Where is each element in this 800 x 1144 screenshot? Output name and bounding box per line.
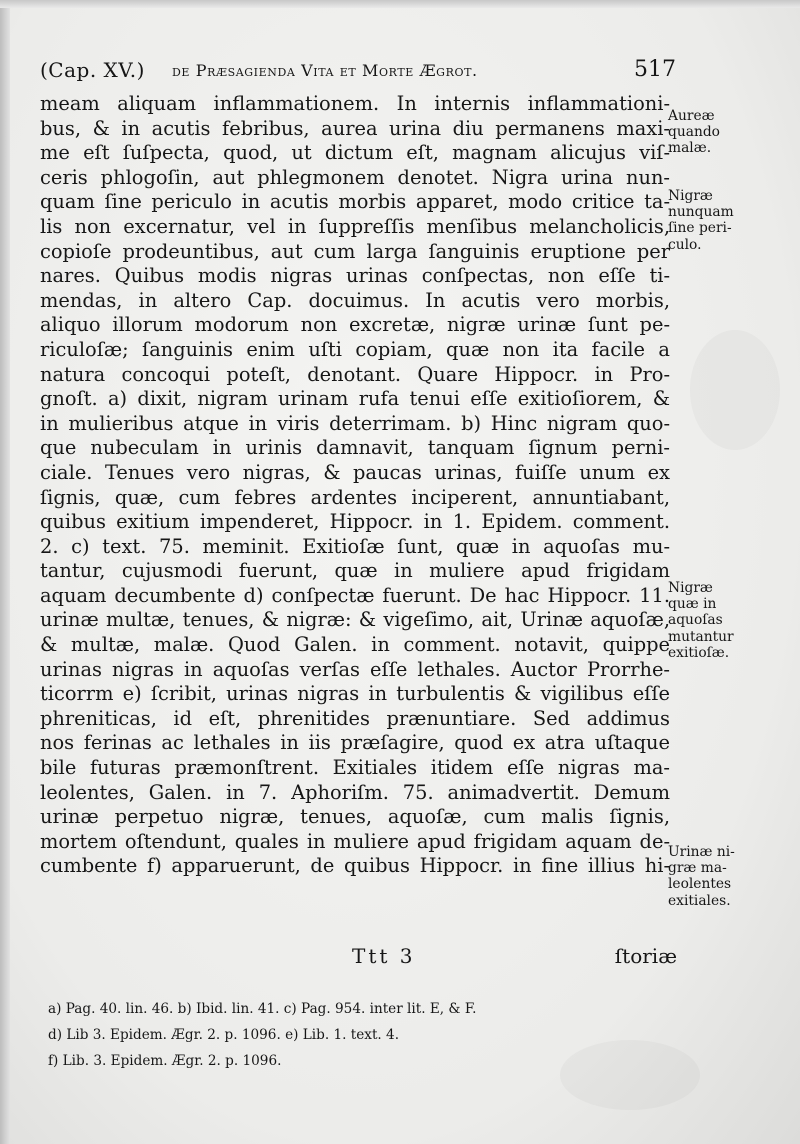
text-line: ciale. Tenues vero nigras, & paucas urinas, fuiſſe unum ex — [40, 460, 670, 484]
paper-stain — [690, 330, 780, 450]
footnote-line: d) Lib 3. Epidem. Ægr. 2. p. 1096. e) Lib. 1. text. 4. — [48, 1027, 400, 1043]
footnote-line: f) Lib. 3. Epidem. Ægr. 2. p. 1096. — [48, 1053, 282, 1069]
text-line: natura concoqui poteſt, denotant. Quare Hippocr. in Pro- — [40, 362, 670, 386]
text-line: meam aliquam inflammationem. In internis inflammationi- — [40, 92, 670, 115]
text-line: quibus exitium impenderet, Hippocr. in 1. Epidem. comment. — [40, 510, 670, 534]
text-line: leolentes, Galen. in 7. Aphoriſm. 75. animadvertit. Demum — [40, 780, 670, 804]
marginal-note-maleolentes — [668, 844, 796, 909]
marginal-line: culo. — [668, 236, 702, 253]
text-line: ceris phlogoſin, aut phlegmonem denotet. Nigra urina nun- — [40, 165, 670, 189]
catchword: ſtoriæ — [614, 944, 677, 968]
text-line: mendas, in altero Cap. docuimus. In acutis vero morbis, — [40, 288, 670, 312]
text-line: riculoſæ; ſanguinis enim uſti copiam, quæ non ita facile a — [40, 337, 670, 361]
text-line: cumbente f) apparuerunt, de quibus Hippocr. in fine illius hi- — [40, 854, 670, 878]
running-header — [40, 58, 680, 90]
text-line: nares. Quibus modis nigras urinas conſpectas, non eſſe ti- — [40, 264, 670, 288]
marginal-line: mutantur — [668, 628, 734, 645]
marginal-line: Urinæ ni- — [668, 844, 735, 860]
text-line: 2. c) text. 75. meminit. Exitioſæ ſunt, quæ in aquoſas mu- — [40, 534, 670, 558]
marginal-line: malæ. — [668, 140, 712, 157]
text-line: bus, & in acutis febribus, aurea urina diu permanens maxi- — [40, 116, 670, 140]
marginal-line: aquoſas — [668, 612, 723, 629]
marginal-line: leolentes — [668, 876, 732, 893]
text-line: aquam decumbente d) conſpectæ fuerunt. De hac Hippocr. 11. — [40, 583, 670, 607]
footnotes — [48, 996, 608, 1074]
text-line: ticorrm e) ſcribit, urinas nigras in turbulentis & vigilibus eſſe — [40, 682, 670, 706]
text-line: aliquo illorum modorum non excretæ, nigræ urinæ ſunt pe- — [40, 313, 670, 337]
text-line: phreniticas, id eſt, phrenitides prænuntiare. Sed addimus — [40, 706, 670, 730]
page-number: 517 — [634, 57, 676, 82]
marginal-line: ſine peri- — [668, 220, 732, 237]
marginal-note-nigrae-aquosas — [668, 580, 796, 661]
text-line: urinæ multæ, tenues, & nigræ: & vigeſimo, ait, Urinæ aquoſæ, — [40, 608, 670, 632]
text-line: copioſe prodeuntibus, aut cum larga ſanguinis eruptione per — [40, 239, 670, 263]
text-line: quam ſine periculo in acutis morbis apparet, modo critice ta- — [40, 190, 670, 214]
marginal-line: quando — [668, 124, 720, 141]
text-line: in mulieribus atque in viris deterrimam. b) Hinc nigram quo- — [40, 411, 670, 435]
marginal-line: græ ma- — [668, 860, 727, 877]
text-line: urinæ perpetuo nigræ, tenues, aquoſæ, cum malis ſignis, — [40, 805, 670, 829]
text-line: mortem oſtendunt, quales in muliere apud frigidam aquam de- — [40, 829, 670, 853]
marginal-note-nigrae-periculo — [668, 188, 796, 253]
marginal-line: exitioſæ. — [668, 644, 730, 661]
text-line: me eſt ſuſpecta, quod, ut dictum eſt, magnam alicujus viſ- — [40, 141, 670, 165]
marginal-line: Nigræ — [668, 580, 713, 596]
marginal-line: quæ in — [668, 596, 717, 613]
text-line: urinas nigras in aquoſas verſas eſſe lethales. Auctor Prorrhe- — [40, 657, 670, 681]
main-text-block — [40, 92, 670, 879]
marginal-line: Aureæ — [668, 108, 715, 124]
text-line: lis non excernatur, vel in ſuppreſſis menſibus melancholicis, — [40, 214, 670, 238]
signature-mark: Ttt 3 — [352, 944, 416, 968]
text-line: nos ferinas ac lethales in iis præſagire, quod ex atra uſtaque — [40, 731, 670, 755]
footnote-line: a) Pag. 40. lin. 46. b) Ibid. lin. 41. c) Pag. 954. inter lit. E, & F. — [48, 1001, 477, 1017]
text-line: que nubeculam in urinis damnavit, tanquam ſignum perni- — [40, 436, 670, 460]
chapter-label: (Cap. XV.) — [40, 58, 145, 82]
signature-line — [352, 944, 677, 970]
text-line: & multæ, malæ. Quod Galen. in comment. notavit, quippe — [40, 633, 670, 657]
text-line: bile futuras præmonſtrent. Exitiales itidem eſſe nigras ma- — [40, 756, 670, 780]
text-line: ſignis, quæ, cum febres ardentes inciperent, annuntiabant, — [40, 485, 670, 509]
text-line: gnoſt. a) dixit, nigram urinam rufa tenui eſſe exitioſiorem, & — [40, 387, 670, 411]
marginal-line: exitiales. — [668, 892, 731, 909]
running-title: de Præsagienda Vita et Morte Ægrot. — [172, 61, 478, 80]
marginal-note-aureae — [668, 108, 796, 157]
text-line: tantur, cujusmodi fuerunt, quæ in muliere apud frigidam — [40, 559, 670, 583]
marginal-line: Nigræ — [668, 188, 713, 204]
marginal-line: nunquam — [668, 204, 734, 221]
